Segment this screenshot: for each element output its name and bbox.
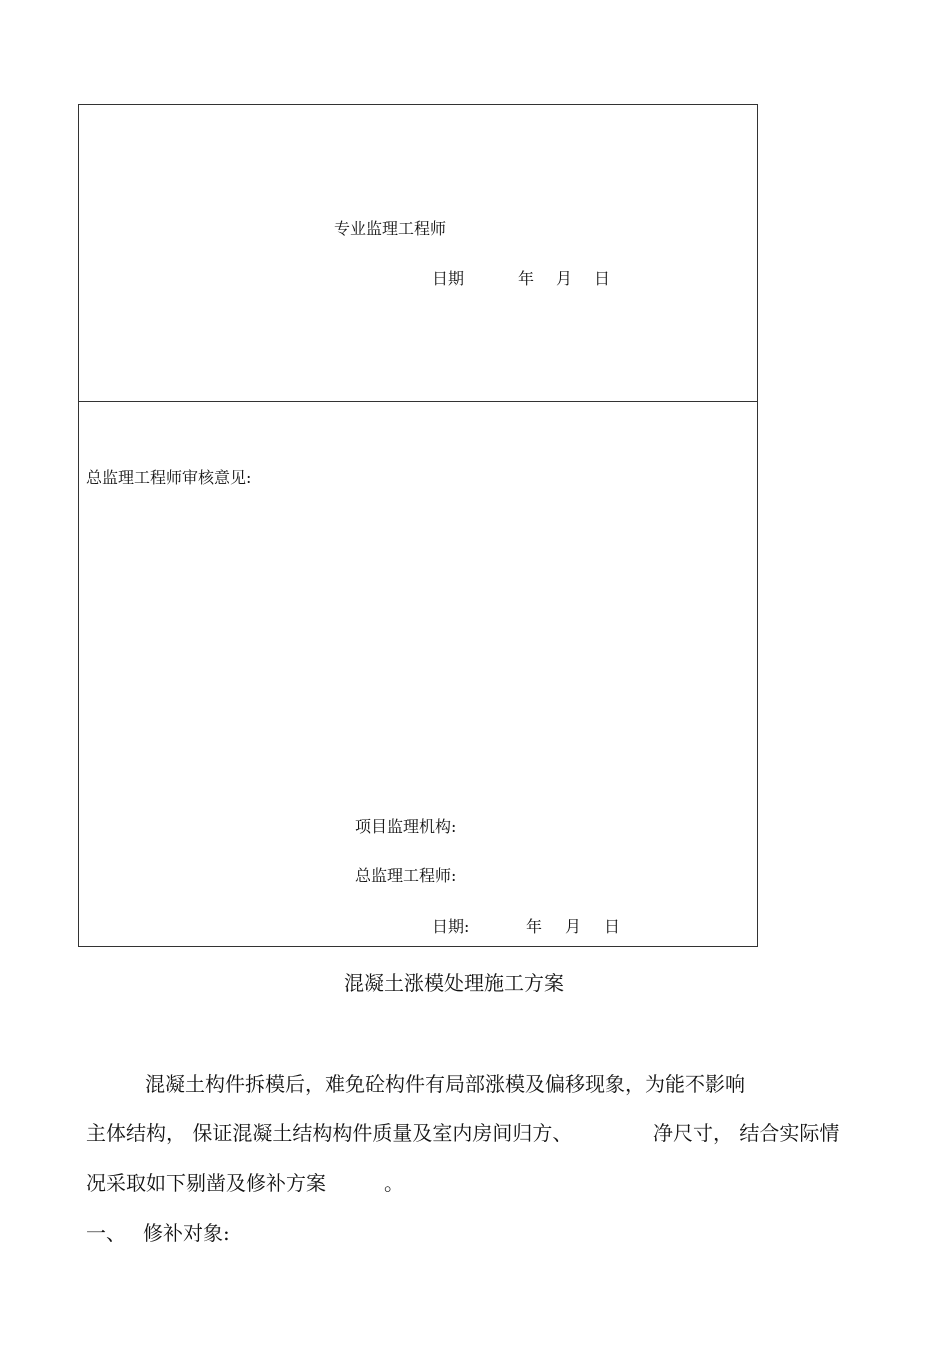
top-year-label: 年 xyxy=(518,269,535,288)
paragraph-line-1: 混凝土构件拆模后，难免砼构件有局部涨模及偏移现象，为能不影响 xyxy=(145,1072,745,1096)
top-day-label: 日 xyxy=(594,269,611,288)
chief-engineer-label: 总监理工程师: xyxy=(355,866,457,885)
form-row-divider xyxy=(79,401,757,402)
bottom-date-label: 日期: xyxy=(432,917,470,936)
top-month-label: 月 xyxy=(556,269,573,288)
paragraph-line-3a: 况采取如下剔凿及修补方案 xyxy=(86,1171,326,1195)
bottom-year-label: 年 xyxy=(526,917,543,936)
chief-review-opinion-label: 总监理工程师审核意见: xyxy=(86,468,252,487)
specialist-engineer-label: 专业监理工程师 xyxy=(334,219,447,238)
project-supervision-org-label: 项目监理机构: xyxy=(355,817,457,836)
paragraph-line-3b: 。 xyxy=(384,1171,404,1195)
bottom-day-label: 日 xyxy=(604,917,621,936)
section-1-title: 修补对象: xyxy=(143,1221,230,1245)
document-title: 混凝土涨模处理施工方案 xyxy=(344,971,564,995)
section-1-number: 一、 xyxy=(86,1221,126,1245)
paragraph-line-2b: 净尺寸， 结合实际情 xyxy=(653,1121,840,1145)
paragraph-line-2a: 主体结构， 保证混凝土结构构件质量及室内房间归方、 xyxy=(86,1121,573,1145)
top-date-label: 日期 xyxy=(432,269,465,288)
bottom-month-label: 月 xyxy=(565,917,582,936)
